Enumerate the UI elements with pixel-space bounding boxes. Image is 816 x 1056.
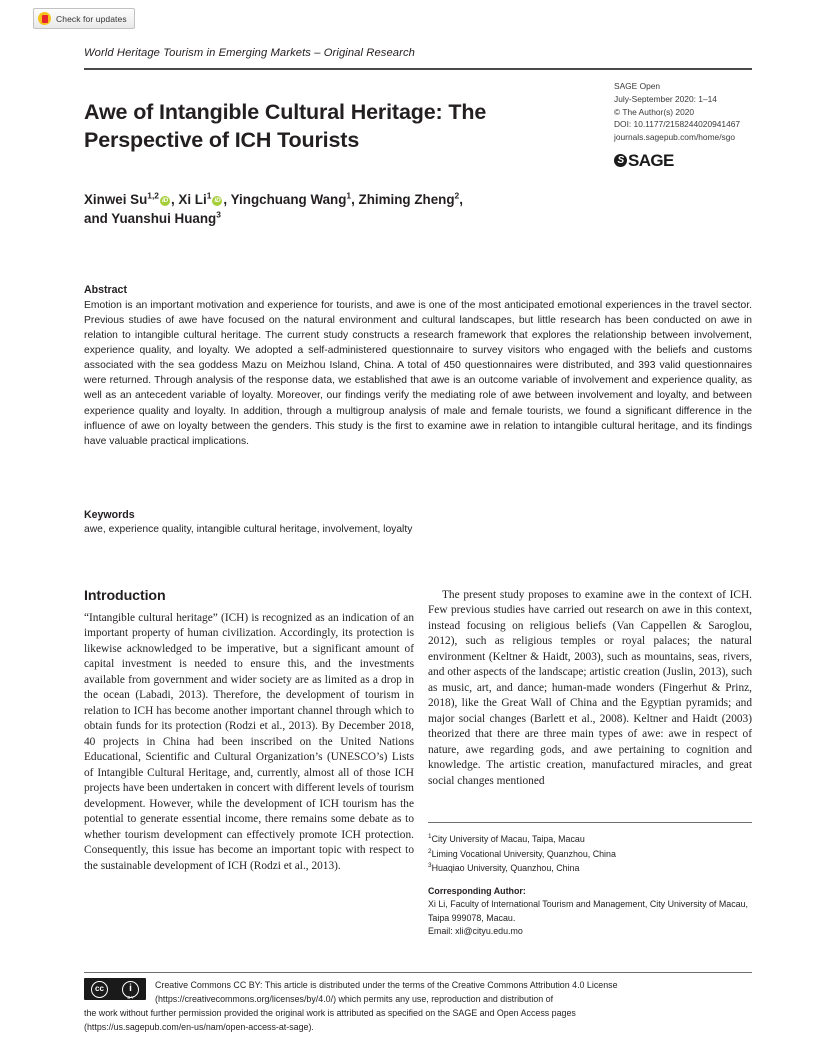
author-list	[84, 190, 644, 228]
orcid-icon[interactable]: iD	[161, 197, 168, 204]
journal-copyright: © The Author(s) 2020	[614, 106, 695, 117]
cc-by-label: BY	[127, 995, 134, 1000]
sage-logo	[614, 148, 794, 174]
journal-metadata	[614, 80, 794, 174]
body-column-right	[428, 588, 752, 789]
sage-logo-text: SAGE	[628, 150, 674, 170]
abstract-heading: Abstract	[84, 284, 127, 296]
author-affil-sup: 1	[206, 190, 212, 201]
abstract-section	[84, 284, 752, 449]
author-zhiming-zheng: , Zhiming Zheng	[351, 192, 455, 207]
corresponding-author-email[interactable]: Email: xli@cityu.edu.mo	[428, 926, 523, 937]
page-title: Awe of Intangible Cultural Heritage: The Perspective of ICH Tourists	[84, 100, 487, 153]
author-xi-li: , Xi Li	[170, 192, 207, 207]
check-for-updates-badge[interactable]	[33, 8, 135, 29]
abstract-text: Emotion is an important motivation and experience for tourists, and awe is one of the most anticipated emotional experiences in the travel sector. Previous studies of awe have focused on the natural environment and cultural landscapes, but little research has been conducted on awe in relation to intangible cultural heritage. The current study constructs a research framework that explores the relationship between involvement, experience quality, and loyalty. We adopted a self-administered questionnaire to survey visitors who engaged with the beliefs and customs associated with the sea goddess Mazu on Meizhou Island, China. A total of 450 questionnaires were distributed, and 393 valid questionnaires were returned. Through analysis of the response data, we established that awe is an outcome variable of involvement and experience quality, as well as an antecedent variable of loyalty. Moreover, our findings verify the mediating role of awe between involvement and loyalty, and between experience quality and loyalty. In addition, through a multigroup analysis of male and female tourists, we found a significant difference in the influence of awe on loyalty between the genders. This study is the first to examine awe in relation to intangible cultural heritage, and its findings have valuable practical implications.	[84, 300, 752, 447]
orcid-icon[interactable]: iD	[214, 197, 221, 204]
author-affil-sup: 2	[454, 190, 460, 201]
affiliation-sup: 3	[428, 862, 432, 869]
introduction-heading: Introduction	[84, 588, 166, 604]
cc-by-icon: i	[122, 981, 139, 998]
author-affil-sup: 1	[346, 190, 352, 201]
author-affil-sup: 3	[216, 209, 221, 220]
creative-commons-icon	[84, 978, 146, 1000]
license-line-3: the work without further permission provided the original work is attributed as specified on the SAGE and Open Access pages	[84, 1008, 576, 1018]
introduction-paragraph-right: The present study proposes to examine awe in the context of ICH. Few previous studies have carried out research on awe in this context, instead focusing on religious beliefs (Van Cappellen & Saroglou, 2012), such as religious temples or royal palaces; the natural environment (Keltner & Haidt, 2003), such as mountains, seas, rivers, and other aspects of the landscape; artistic creation (Juslin, 2013), such as music, art, and dance; human-made wonders (Fingerhut & Prinz, 2018), like the Great Wall of China and the Egyptian pyramids; and major social changes (Barlett et al., 2008). Keltner and Haidt (2003) theorized that there are three main types of awe: awe in respect of nature, awe regarding gods, and awe pertaining to cognition and knowledge. The artistic creation, manufactured miracles, and great social changes mentioned	[428, 589, 752, 787]
license-text-bottom	[84, 1007, 756, 1034]
license-text-top	[155, 979, 755, 1006]
corresponding-author-text: Xi Li, Faculty of International Tourism and Management, City University of Macau, Taipa 999078, Macau.	[428, 899, 748, 923]
affiliation-item	[428, 847, 752, 862]
keywords-heading: Keywords	[84, 509, 135, 521]
journal-issue: July-September 2020: 1–14	[614, 93, 717, 104]
crossmark-icon	[38, 12, 51, 25]
affiliation-text: City University of Macau, Taipa, Macau	[431, 833, 585, 844]
affiliations-block	[428, 832, 752, 939]
sage-mark-icon: S	[614, 154, 627, 167]
check-for-updates-label: Check for updates	[56, 13, 127, 24]
author-yingchuang-wang: , Yingchuang Wang	[223, 192, 347, 207]
affiliation-item	[428, 861, 752, 876]
running-head-rule	[84, 68, 752, 70]
affiliation-text: Liming Vocational University, Quanzhou, China	[431, 848, 616, 859]
license-line-4[interactable]: (https://us.sagepub.com/en-us/nam/open-access-at-sage).	[84, 1021, 314, 1032]
cc-mark-icon: cc	[91, 981, 108, 998]
affiliation-text: Huaqiao University, Quanzhou, China	[431, 862, 580, 873]
author-affil-sup: 1,2	[147, 190, 159, 201]
affiliation-item	[428, 832, 752, 847]
affiliation-sup: 2	[428, 847, 432, 855]
license-line-1: Creative Commons CC BY: This article is distributed under the terms of the Creative Commons Attribution 4.0 License	[155, 980, 618, 990]
keywords-text: awe, experience quality, intangible cultural heritage, involvement, loyalty	[84, 524, 413, 535]
body-column-left	[84, 588, 414, 874]
license-line-2[interactable]: (https://creativecommons.org/licenses/by/4.0/) which permits any use, reproduction and distribution of	[155, 993, 554, 1004]
author-separator: ,	[459, 192, 463, 207]
journal-url[interactable]: journals.sagepub.com/home/sgo	[614, 132, 736, 143]
author-xinwei-su: Xinwei Su	[84, 192, 148, 207]
corresponding-author-heading: Corresponding Author:	[428, 885, 526, 896]
journal-doi[interactable]: DOI: 10.1177/2158244020941467	[614, 119, 741, 130]
author-yuanshui-huang: and Yuanshui Huang	[84, 211, 217, 227]
keywords-section	[84, 509, 752, 538]
footer-rule	[84, 972, 752, 973]
affiliation-sup: 1	[428, 833, 432, 840]
introduction-paragraph-left: “Intangible cultural heritage” (ICH) is recognized as an indication of an important property of human civilization. Accordingly, its protection is likewise acknowledged to be imperative, but a significant amount of capital investment is needed to ensure this, and the investments available from government and wider society are as limited as a drop in the ocean (Labadi, 2013). Therefore, the development of tourism in relation to ICH has become another important channel through which to obtain funds for its protection (Rodzi et al., 2013). By December 2018, 40 projects in China had been inscribed on the United Nations Educational, Scientific and Cultural Organization’s (UNESCO’s) Lists of Intangible Cultural Heritage, and, currently, almost all of those ICH projects have been undertaken in concert with different levels of tourism development. However, while the development of ICH tourism has the potential to generate essential income, there remains some debate as to whether tourism development can effectively promote ICH protection. Consequently, this issue has become an important topic with respect to the sustainable development of ICH (Rodzi et al., 2013).	[84, 612, 414, 872]
running-head: World Heritage Tourism in Emerging Markets – Original Research	[84, 47, 415, 59]
affiliations-rule	[428, 822, 752, 823]
journal-name: SAGE Open	[614, 81, 661, 91]
